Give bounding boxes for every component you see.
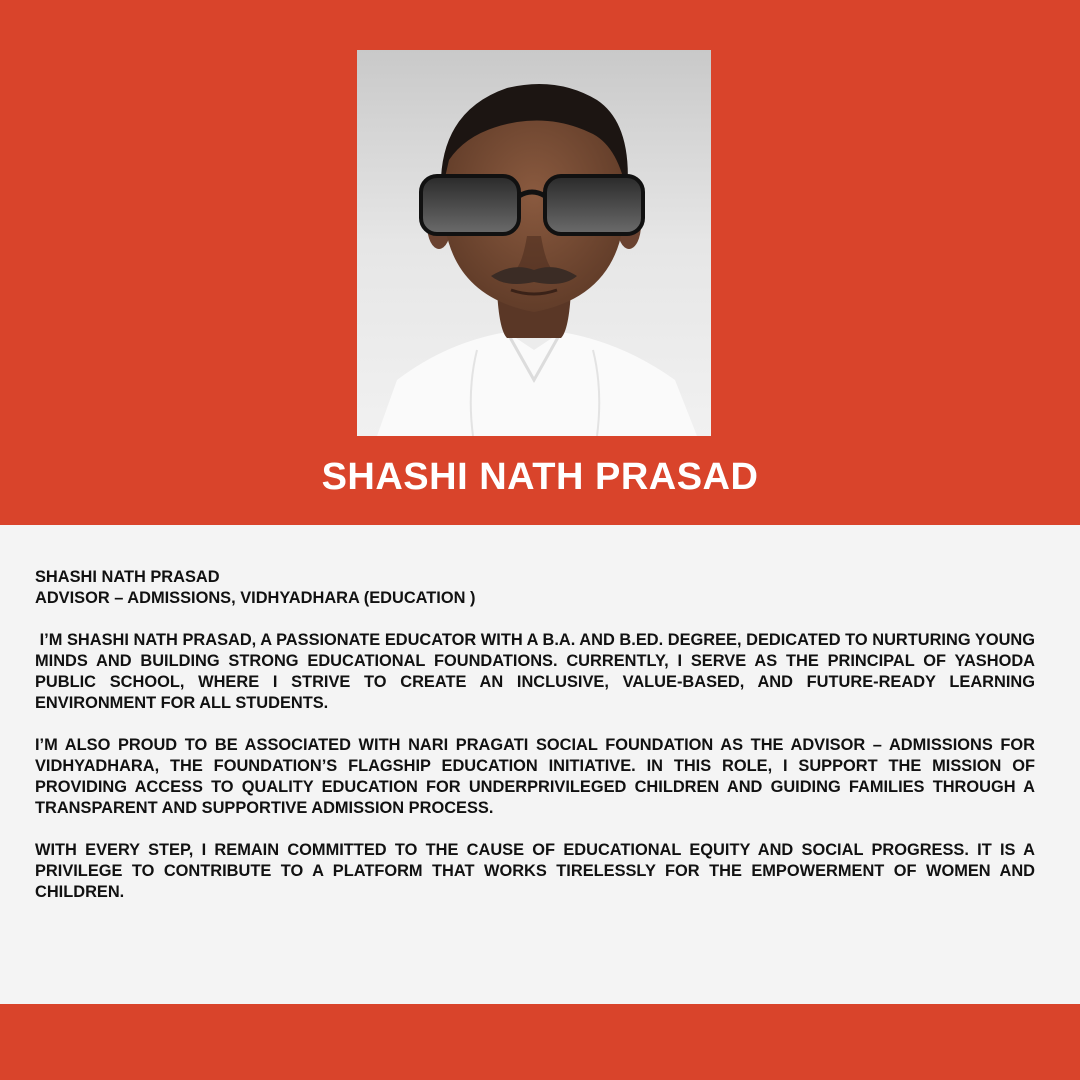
- bio-panel: [0, 525, 1080, 1004]
- bio-role: ADVISOR – ADMISSIONS, VIDHYADHARA (EDUCATION ): [35, 589, 476, 607]
- bio-name: SHASHI NATH PRASAD: [35, 568, 220, 586]
- hero-name-title: SHASHI NATH PRASAD: [321, 456, 759, 498]
- bio-paragraph-1: I’M SHASHI NATH PRASAD, A PASSIONATE EDUCATOR WITH A B.A. AND B.ED. DEGREE, DEDICATED TO NURTURING YOUNG MINDS AND BUILDING STRONG EDUCATIONAL FOUNDATIONS. CURRENTLY, I SERVE AS THE PRINCIPAL OF YASHODA PUBLIC SCHOOL, WHERE I STRIVE TO CREATE AN INCLUSIVE, VALUE-BASED, AND FUTURE-READY LEARNING ENVIRONMENT FOR ALL STUDENTS.: [35, 631, 1040, 712]
- profile-photo: [357, 50, 711, 436]
- footer-band: [0, 1004, 1080, 1080]
- portrait-illustration: [357, 50, 711, 436]
- bio-paragraph-2: I’M ALSO PROUD TO BE ASSOCIATED WITH NARI PRAGATI SOCIAL FOUNDATION AS THE ADVISOR – ADMISSIONS FOR VIDHYADHARA, THE FOUNDATION’S FLAGSHIP EDUCATION INITIATIVE. IN THIS ROLE, I SUPPORT THE MISSION OF PROVIDING ACCESS TO QUALITY EDUCATION FOR UNDERPRIVILEGED CHILDREN AND GUIDING FAMILIES THROUGH A TRANSPARENT AND SUPPORTIVE ADMISSION PROCESS.: [35, 736, 1035, 817]
- bio-content: [35, 567, 1040, 903]
- bio-paragraph-3: WITH EVERY STEP, I REMAIN COMMITTED TO THE CAUSE OF EDUCATIONAL EQUITY AND SOCIAL PROGRESS. IT IS A PRIVILEGE TO CONTRIBUTE TO A PLATFORM THAT WORKS TIRELESSLY FOR THE EMPOWERMENT OF WOMEN AND CHILDREN.: [35, 841, 1035, 901]
- header-band: [0, 0, 1080, 525]
